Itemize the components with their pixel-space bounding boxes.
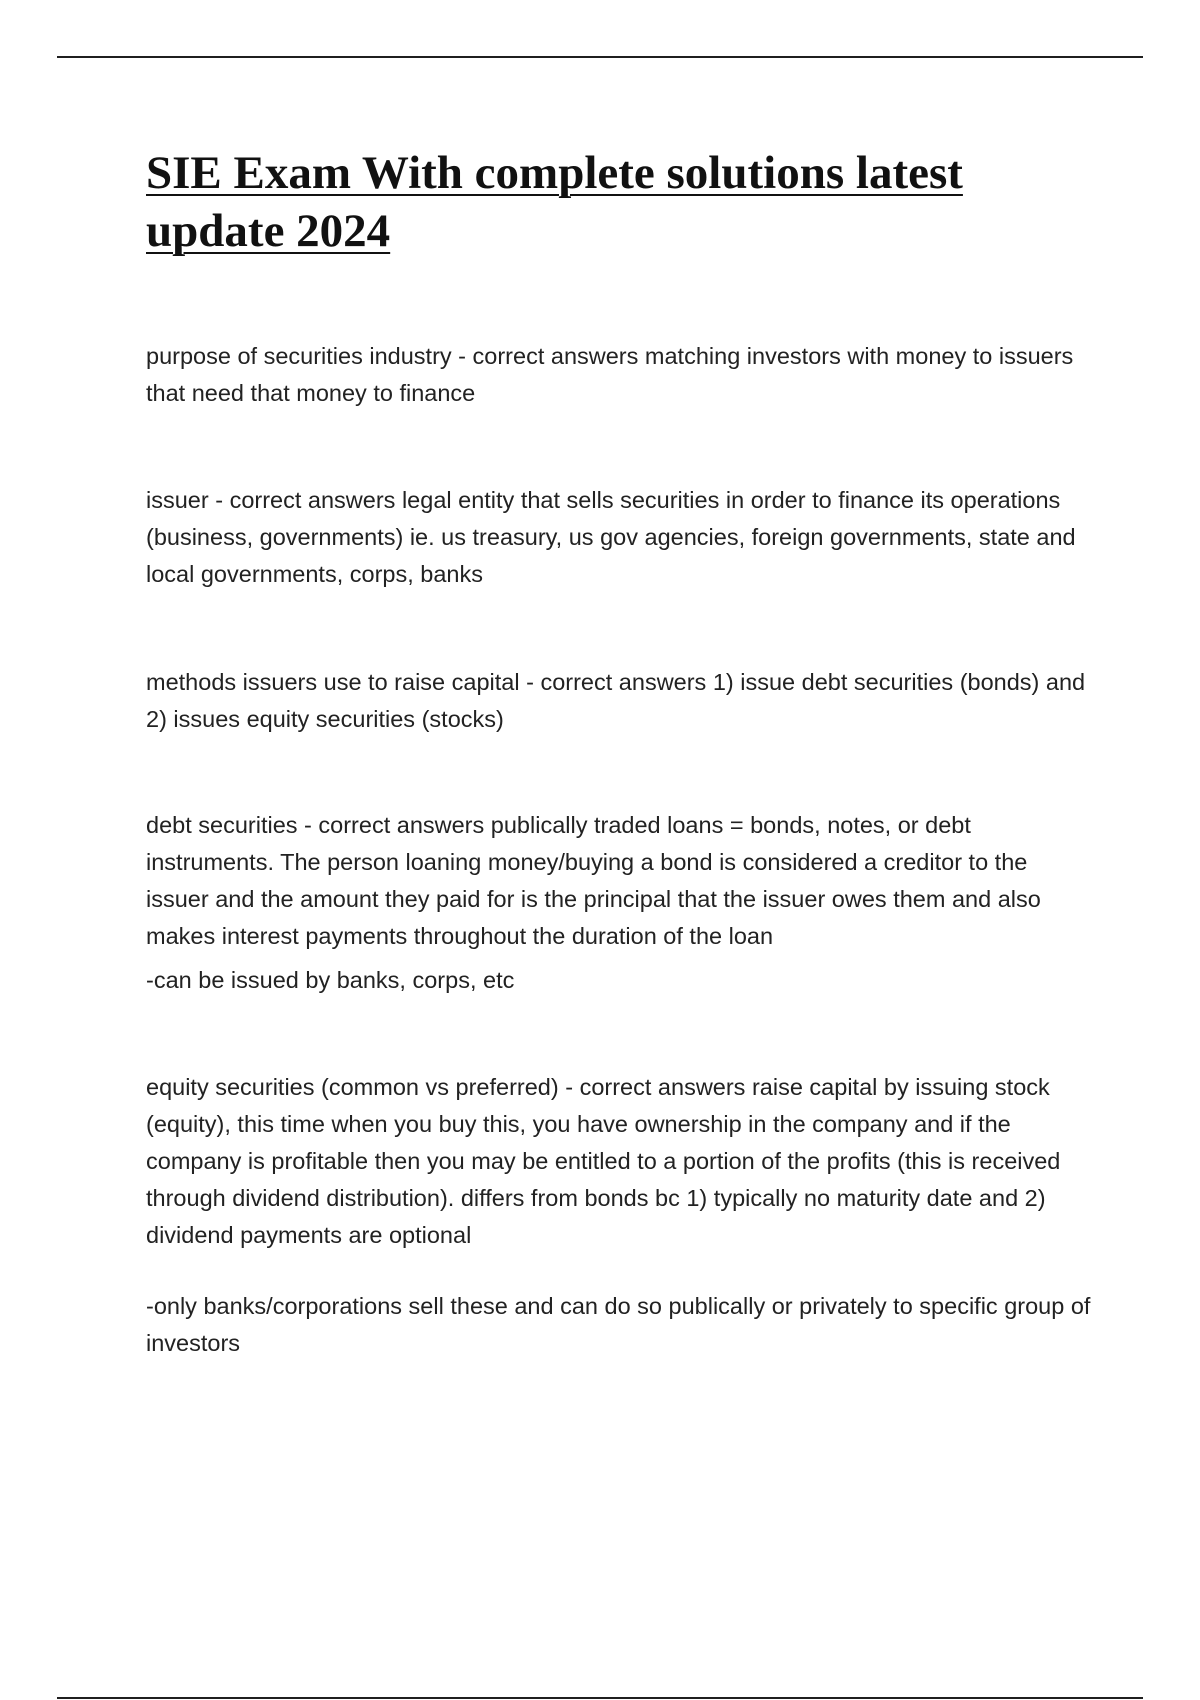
footer-rule <box>57 1697 1143 1699</box>
document-page <box>146 144 1096 1356</box>
entry-debt-securities: debt securities - correct answers publically traded loans = bonds, notes, or debt instruments. The person loaning money/buying a bond is considered a creditor to the issuer and the amount they paid for is the principal that the issuer owes them and also makes interest payments throughout the duration of the loan <box>146 812 1041 949</box>
entry-issuer: issuer - correct answers legal entity that sells securities in order to finance its operations (business, governments) ie. us treasury, us gov agencies, foreign governments, state and local governments, corps, banks <box>146 487 1076 587</box>
entry-equity-securities: equity securities (common vs preferred) - correct answers raise capital by issuing stock (equity), this time when you buy this, you have ownership in the company and if the company is profitable then you may be entitled to a portion of the profits (this is received through dividend distribution). differs from bonds bc 1) typically no maturity date and 2) dividend payments are optional <box>146 1074 1061 1248</box>
entry-purpose-of-securities-industry: purpose of securities industry - correct answers matching investors with money to issuers that need that money to finance <box>146 343 1074 406</box>
entry-equity-securities-note: -only banks/corporations sell these and can do so publically or privately to specific group of investors <box>146 1293 1091 1356</box>
entry-debt-securities-note: -can be issued by banks, corps, etc <box>146 967 515 993</box>
document-title: SIE Exam With complete solutions latest update 2024 <box>146 147 963 257</box>
header-rule <box>57 56 1143 58</box>
entry-methods-to-raise-capital: methods issuers use to raise capital - correct answers 1) issue debt securities (bonds) and 2) issues equity securities (stocks) <box>146 669 1086 732</box>
